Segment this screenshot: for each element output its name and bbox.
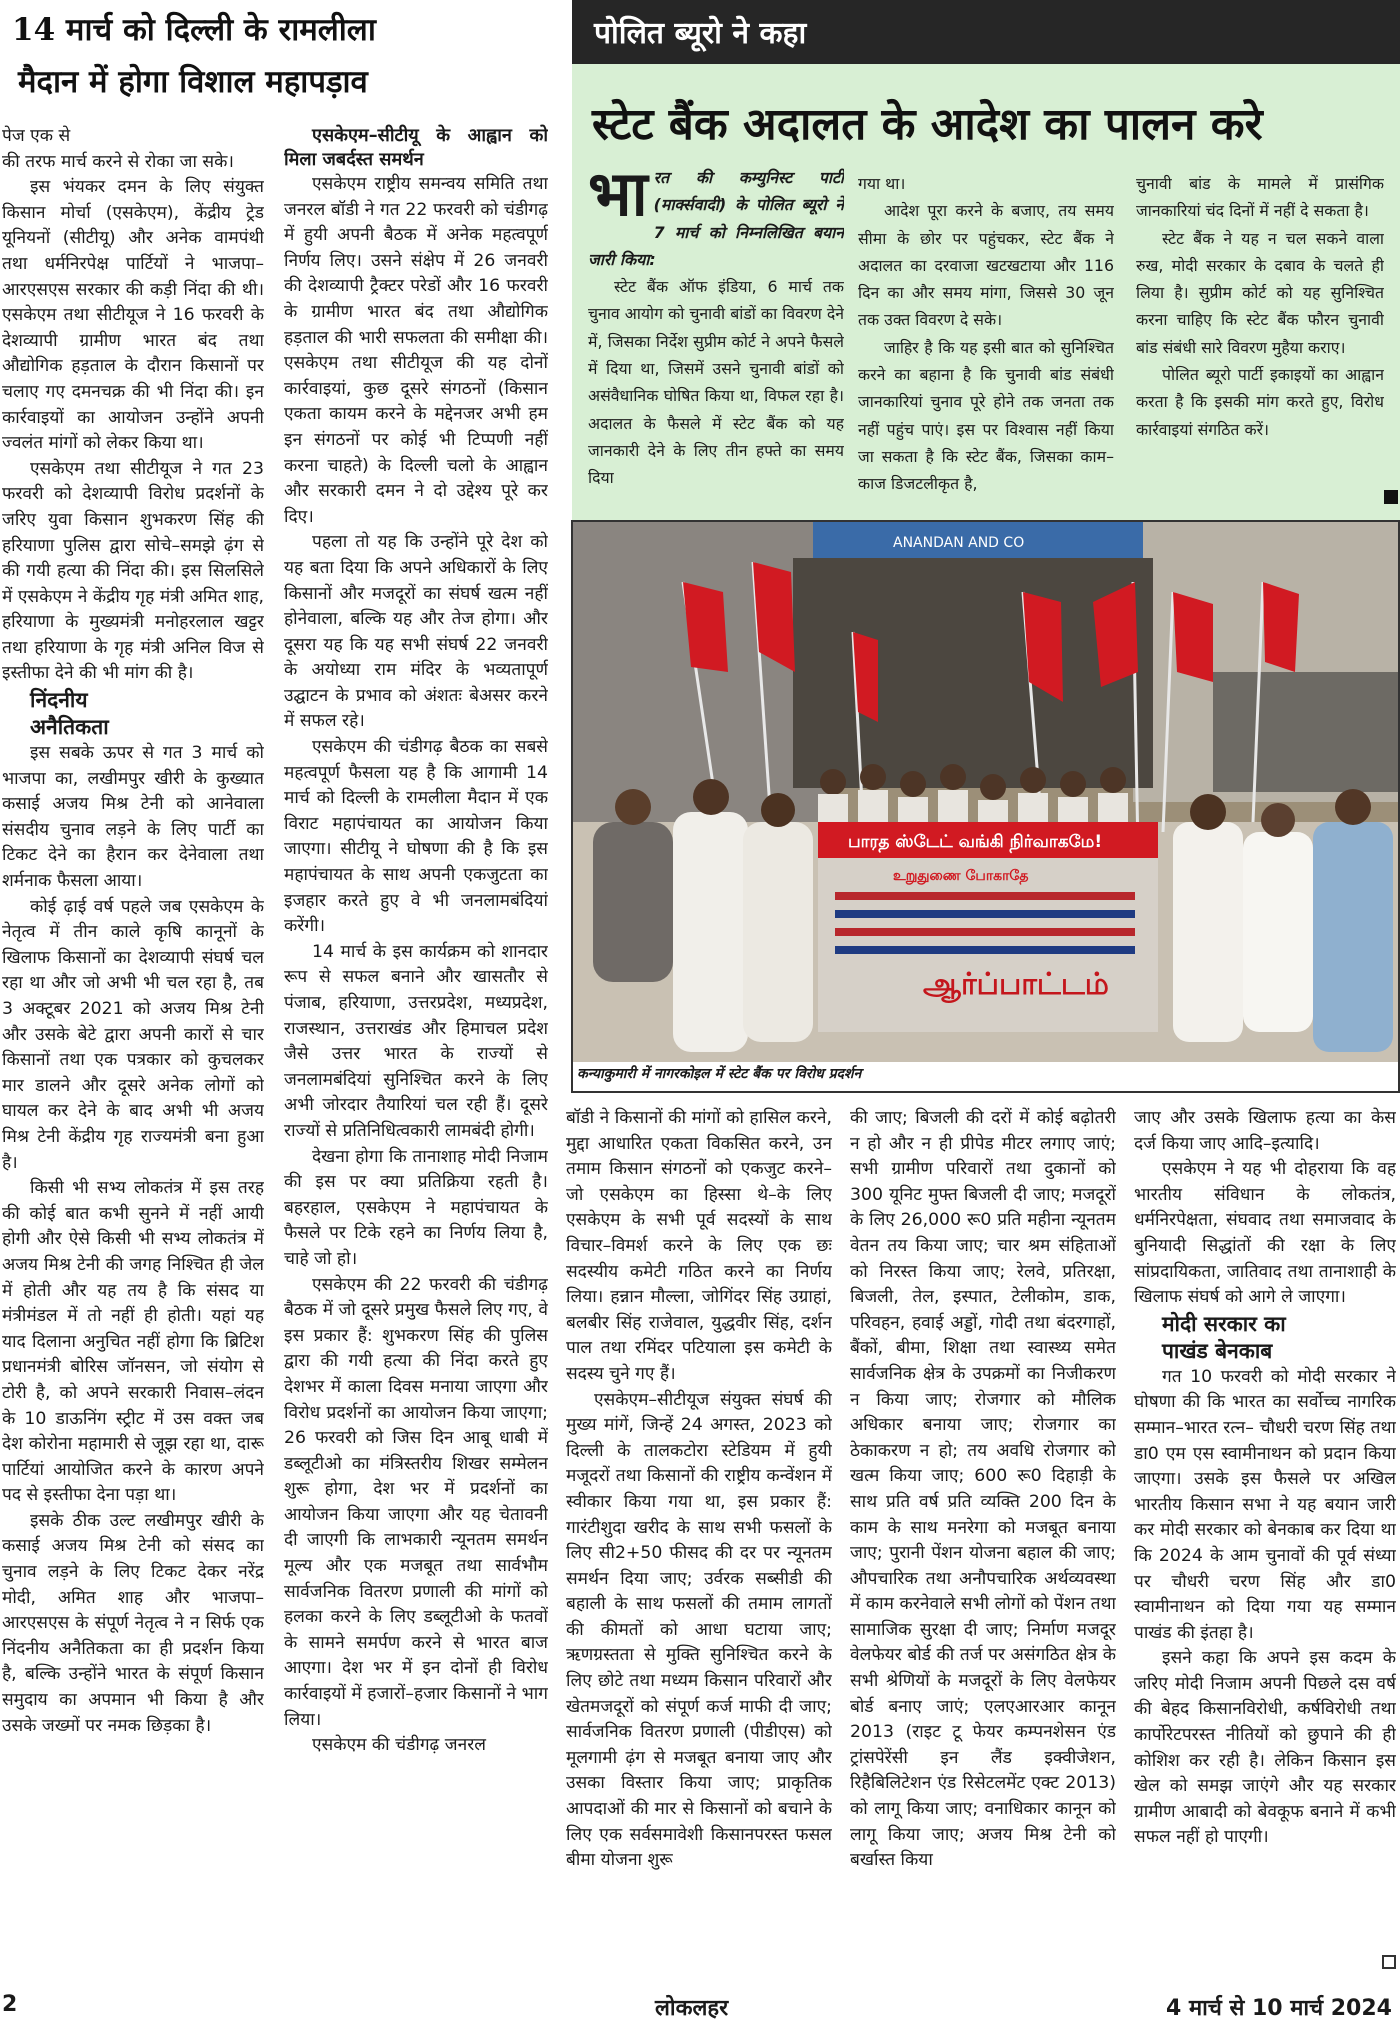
subheading: मोदी सरकार का bbox=[1162, 1311, 1286, 1336]
issue-date-range: 4 मार्च से 10 मार्च 2024 bbox=[1166, 1996, 1392, 2021]
paragraph: गया था। bbox=[858, 174, 906, 193]
left-headline bbox=[12, 4, 560, 108]
banner-big-text: ஆர்ப்பாட்டம் bbox=[923, 967, 1109, 1002]
box-column-1 bbox=[588, 164, 844, 516]
intro-paragraph bbox=[588, 164, 844, 273]
intro-text: रत की कम्युनिस्ट पार्टी (मार्क्सवादी) के पोलित ब्यूरो ने 7 मार्च को निम्नलिखित बयान जारी किया: bbox=[588, 168, 844, 269]
box-column-2 bbox=[858, 170, 1114, 516]
paragraph: गत 10 फरवरी को मोदी सरकार ने घोषणा की कि भारत का सर्वोच्च नागरिक सम्मान–भारत रत्न– चौधरी चरण सिंह तथा डा0 एम एस स्वामीनाथन को प्रदान किया जाएगा। उसके इस फैसले पर अखिल भारतीय किसान सभा ने यह बयान जारी कर मोदी सरकार को बेनकाब कर दिया था कि 2024 के आम चुनावों की पूर्व संध्या पर चौधरी चरण सिंह और डा0 स्वामीनाथन को दिया गया यह सम्मान पाखंड की इंतहा है। bbox=[1134, 1366, 1396, 1643]
paragraph: जाए और उसके खिलाफ हत्या का केस दर्ज किया जाए आदि–इत्यादि। bbox=[1134, 1108, 1396, 1154]
kicker-text: पोलित ब्यूरो ने कहा bbox=[594, 16, 807, 51]
box-column-3 bbox=[1136, 170, 1384, 516]
photo-frame bbox=[571, 520, 1400, 1093]
protest-photo bbox=[573, 522, 1398, 1062]
left-column-1 bbox=[2, 124, 264, 1984]
paragraph: इस सबके ऊपर से गत 3 मार्च को भाजपा का, लखीमपुर खीरी के कुख्यात कसाई अजय मिश्र टेनी को आनेवाला संसदीय चुनाव लड़ने के लिए पार्टी का टिकट देने का हैरान कर देनेवाला तथा शर्मनाक फैसला आया। bbox=[2, 743, 264, 892]
box-headline: स्टेट बैंक अदालत के आदेश का पालन करे bbox=[592, 99, 1263, 150]
paragraph: पहला तो यह कि उन्होंने पूरे देश को यह बता दिया कि अपने अधिकारों के लिए किसानों और मजदूरों का संघर्ष खत्म नहीं होनेवाला, बल्कि यह और तेज होगा। और दूसरा यह कि यह सभी संघर्ष 22 जनवरी के अयोध्या राम मंदिर के भव्यतापूर्ण उद्घाटन के प्रभाव को अंशतः बेअसर करने में सफल रहे। bbox=[284, 532, 548, 732]
paragraph: एसकेएम राष्ट्रीय समन्वय समिति तथा जनरल बॉडी ने गत 22 फरवरी को चंडीगढ़ में हुयी अपनी बैठक में अनेक महत्वपूर्ण निर्णय लिए। उसने संक्षेप में 26 जनवरी की देशव्यापी ट्रैक्टर परेडों और 16 फरवरी के ग्रामीण भारत बंद तथा औद्योगिक हड़ताल की भारी सफलता की समीक्षा की। एसकेएम तथा सीटीयूज की यह दोनों कार्रवाइयां, कुछ दूसरे संगठनों (किसान एकता कायम करने के मद्देनजर अभी हम इन संगठनों पर कोई भी टिप्पणी नहीं करना चाहते) के दिल्ली चलो के आह्वान और सरकारी दमन ने दो उद्देश्य पूरे कर दिए। bbox=[284, 174, 548, 527]
left-headline-line1: 14 मार्च को दिल्ली के रामलीला bbox=[12, 12, 376, 48]
story-end-mark bbox=[1382, 1955, 1396, 1969]
paragraph: देखना होगा कि तानाशाह मोदी निजाम की इस पर क्या प्रतिक्रिया रहती है। बहरहाल, एसकेएम ने महापंचायत के फैसले पर टिके रहने का निर्णय लिया है, चाहे जो हो। bbox=[284, 1146, 548, 1269]
shop-sign: ANANDAN AND CO bbox=[893, 535, 1025, 551]
banner-line2: உறுதுணை போகாதே bbox=[893, 868, 1029, 884]
paragraph: एसकेएम की चंडीगढ़ बैठक का सबसे महत्वपूर्ण फैसला यह है कि आगामी 14 मार्च को दिल्ली के रामलीला मैदान में एक विराट महापंचायत का आयोजन किया जाएगा। सीटीयू ने घोषणा की है कि इस महापंचायत के साथ अपनी एकजुटता का इजहार करते हुए वे भी जनलामबंदियां करेंगी। bbox=[284, 737, 548, 937]
paragraph: बॉडी ने किसानों की मांगों को हासिल करने, मुद्दा आधारित एकता विकसित करने, उन तमाम किसान संगठनों को एकजुट करने–जो एसकेएम का हिस्सा थे–के लिए एसकेएम के सभी पूर्व सदस्यों के साथ विचार–विमर्श करने के लिए एक छः सदस्यीय कमेटी गठित करने का निर्णय लिया। हन्नान मौल्ला, जोगिंदर सिंह उग्राहां, बलबीर सिंह राजेवाल, युद्धवीर सिंह, दर्शन पाल तथा रमिंदर पटियाला इस कमेटी के सदस्य चुने गए हैं। bbox=[566, 1108, 832, 1384]
paragraph: स्टेट बैंक ऑफ इंडिया, 6 मार्च तक चुनाव आयोग को चुनावी बांडों का विवरण देने में, जिसका निर्देश सुप्रीम कोर्ट ने अपने फैसले में दिया था, जिसमें उसने चुनावी बांडों को असंवैधानिक घोषित किया था, विफल रहा है। अदालत के फैसले में स्टेट बैंक को यह जानकारी देने के लिए तीन हफ्ते का समय दिया bbox=[588, 277, 844, 488]
page-number: 2 bbox=[2, 1992, 18, 2017]
publication-name: लोकलहर bbox=[655, 1996, 729, 2021]
left-column-3 bbox=[566, 1106, 832, 1986]
banner-line1: பாரத ஸ்டேட் வங்கி நிர்வாகமே! bbox=[848, 832, 1103, 852]
subheading: निंदनीय bbox=[30, 688, 88, 713]
paragraph: चुनावी बांड के मामले में प्रासंगिक जानकारियां चंद दिनों में नहीं दे सकता है। bbox=[1136, 174, 1384, 221]
paragraph: किसी भी सभ्य लोकतंत्र में इस तरह की कोई बात कभी सुनने में नहीं आयी होगी और ऐसे किसी भी सभ्य लोकतंत्र में अजय मिश्र टेनी की जगह निश्चित ही जेल में होती और यह तय है कि संसद या मंत्रीमंडल में तो नहीं ही होती। यहां यह याद दिलाना अनुचित नहीं होगा कि ब्रिटिश प्रधानमंत्री बोरिस जॉनसन, जो संयोग से टोरी है, को अपने सरकारी निवास–लंदन के 10 डाऊनिंग स्ट्रीट में उस वक्त जब देश कोरोना महामारी से जूझ रहा था, दारू पार्टियां आयोजित करने के कारण अपने पद से इस्तीफा देना पड़ा था। bbox=[2, 1178, 264, 1506]
paragraph: जाहिर है कि यह इसी बात को सुनिश्चित करने का बहाना है कि चुनावी बांड संबंधी जानकारियां चुनाव पूरे होने तक जनता तक नहीं पहुंच पाएं। इस पर विश्वास नहीं किया जा सकता है कि स्टेट बैंक, जिसका काम–काज डिजटलीकृत है, bbox=[858, 337, 1114, 494]
left-headline-line2: मैदान में होगा विशाल महापड़ाव bbox=[18, 64, 368, 100]
dropcap: भा bbox=[588, 164, 648, 230]
subheading: पाखंड बेनकाब bbox=[1162, 1338, 1273, 1363]
paragraph: कोई ढ़ाई वर्ष पहले जब एसकेएम के नेतृत्व में तीन काले कृषि कानूनों के खिलाफ किसानों का देशव्यापी संघर्ष चल रहा था और जो अभी भी चल रहा है, तब 3 अक्टूबर 2021 को अजय मिश्र टेनी और उसके बेटे द्वारा अपनी कारों से चार किसानों तथा एक पत्रकार को कुचलकर मार डालने और दूसरे अनेक लोगों को घायल कर देने के बाद अभी भी अजय मिश्र टेनी केंद्रीय गृह राज्यमंत्री बना हुआ है। bbox=[2, 896, 264, 1173]
paragraph: की तरफ मार्च करने से रोका जा सके। bbox=[2, 151, 234, 172]
left-column-2 bbox=[284, 124, 548, 1984]
paragraph: 14 मार्च के इस कार्यक्रम को शानदार रूप से सफल बनाने और खासतौर से पंजाब, हरियाणा, उत्तरप्रदेश, मध्यप्रदेश, राजस्थान, उत्तराखंड और हिमाचल प्रदेश जैसे उत्तर भारत के राज्यों से जनलामबंदियां सुनिश्चित करने के लिए अभी जोरदार तैयारियां चल रही हैं। दूसरे राज्यों से प्रतिनिधित्वकारी लामबंदी होगी। bbox=[284, 941, 548, 1141]
politburo-box bbox=[572, 0, 1400, 520]
left-column-4 bbox=[850, 1106, 1116, 1986]
paragraph: इसने कहा कि अपने इस कदम के जरिए मोदी निजाम अपनी पिछले दस वर्ष की बेहद किसानविरोधी, कर्षविरोधी तथा कार्पोरेटपरस्त नीतियों को छुपाने की ही कोशिश कर रही है। लेकिन किसान इस खेल को समझ जाएंगे और यह सरकार ग्रामीण आबादी को बेवकूफ बनाने में कभी सफल नहीं हो पाएगी। bbox=[1134, 1648, 1396, 1848]
paragraph: इसके ठीक उल्ट लखीमपुर खीरी के कसाई अजय मिश्र टेनी को संसद का चुनाव लड़ने के लिए टिकट देकर नरेंद्र मोदी, अमित शाह और भाजपा–आरएसएस के संपूर्ण नेतृत्व ने न सिर्फ एक निंदनीय अनैतिकता का ही प्रदर्शन किया है, बल्कि उन्होंने भारत के संपूर्ण किसान समुदाय का अपमान भी किया है और उसके जख्मों पर नमक छिड़का है। bbox=[2, 1510, 264, 1736]
paragraph: इस भंयकर दमन के लिए संयुक्त किसान मोर्चा (एसकेएम), केंद्रीय ट्रेड यूनियनों (सीटीयू) और अनेक वामपंथी तथा धर्मनिरपेक्ष पार्टियों ने भाजपा–आरएसएस सरकार की कड़ी निंदा की थी। एसकेएम तथा सीटीयूज ने 16 फरवरी के देशव्यापी ग्रामीण भारत बंद तथा औद्योगिक हड़ताल के दौरान किसानों पर चलाए गए दमनचक्र की भी निंदा की। इन कार्रवाइयों का आयोजन उन्होंने अपनी ज्वलंत मांगों को लेकर किया था। bbox=[2, 177, 264, 454]
continued-from: पेज एक से bbox=[2, 126, 71, 146]
subheading: अनैतिकता bbox=[30, 715, 109, 740]
kicker-bar bbox=[572, 0, 1400, 64]
paragraph: एसकेएम ने यह भी दोहराया कि वह भारतीय संविधान के लोकतंत्र, धर्मनिरपेक्षता, संघवाद तथा समाजवाद के बुनियादी सिद्धांतों की रक्षा के लिए सांप्रदायिकता, जातिवाद तथा तानाशाही के खिलाफ संघर्ष को आगे ले जाएगा। bbox=[1134, 1159, 1396, 1308]
paragraph: स्टेट बैंक ने यह न चल सकने वाला रुख, मोदी सरकार के दबाव के चलते ही लिया है। सुप्रीम कोर्ट को यह सुनिश्चित करना चाहिए कि स्टेट बैंक फौरन चुनावी बांड संबंधी सारे विवरण मुहैया कराए। bbox=[1136, 228, 1384, 357]
left-column-5 bbox=[1134, 1106, 1396, 1956]
paragraph: पोलित ब्यूरो पार्टी इकाइयों का आह्वान करता है कि इसकी मांग करते हुए, विरोध कार्रवाइयां संगठित करें। bbox=[1136, 365, 1384, 439]
paragraph: की जाए; बिजली की दरों में कोई बढ़ोतरी न हो और न ही प्रीपेड मीटर लगाए जाएं; सभी ग्रामीण परिवारों तथा दुकानों को 300 यूनिट मुफ्त बिजली दी जाए; मजदूरों के लिए 26,000 रू0 प्रति महीना न्यूनतम वेतन तय किया जाए; चार श्रम संहिताओं को निरस्त किया जाए; रेलवे, प्रतिरक्षा, बिजली, तेल, इस्पात, टेलीकोम, डाक, परिवहन, हवाई अड्डों, गोदी तथा बंदरगाहों, बैंकों, बीमा, शिक्षा तथा स्वास्थ्य समेत सार्वजनिक क्षेत्र के उपक्रमों का निजीकरण न किया जाए; रोजगार को मौलिक अधिकार बनाया जाए; रोजगार का ठेकाकरण न हो; तय अवधि रोजगार को खत्म किया जाए; 600 रू0 दिहाड़ी के साथ प्रति वर्ष प्रति व्यक्ति 200 दिन के काम के साथ मनरेगा को मजबूत बनाया जाए; पुरानी पेंशन योजना बहाल की जाए; औपचारिक तथा अनौपचारिक अर्थव्यवस्था में काम करनेवाले सभी लोगों को पेंशन तथा सामाजिक सुरक्षा दी जाए; निर्माण मजदूर वेलफेयर बोर्ड की तर्ज पर असंगठित क्षेत्र के सभी श्रेणियों के मजदूरों के लिए वेलफेयर बोर्ड बनाए जाएं; एलएआरआर कानून 2013 (राइट टू फेयर कम्पनशेसन एंड ट्रांसपेरेंसी इन लैंड इक्वीजेशन, रिहैबिलिटेशन एंड रिसेटलमेंट एक्ट 2013) को लागू किया जाए; वनाधिकार कानून को लागू किया जाए; अजय मिश्र टेनी को बर्खास्त किया bbox=[850, 1108, 1116, 1871]
subheading: एसकेएम–सीटीयू के आह्वान को मिला जबर्दस्त समर्थन bbox=[284, 125, 548, 170]
paragraph: एसकेएम तथा सीटीयूज ने गत 23 फरवरी को देशव्यापी विरोध प्रदर्शनों के जरिए युवा किसान शुभकरण सिंह की हरियाणा पुलिस द्वारा सोचे–समझे ढ़ंग से की गयी हत्या की निंदा की। इस सिलसिले में एसकेएम ने केंद्रीय गृह मंत्री अमित शाह, हरियाणा के मुख्यमंत्री मनोहरलाल खट्टर तथा हरियाणा के गृह मंत्री अनिल विज से इस्तीफा देने की भी मांग की है। bbox=[2, 458, 264, 684]
paragraph: आदेश पूरा करने के बजाए, तय समय सीमा के छोर पर पहुंचकर, स्टेट बैंक ने अदालत का दरवाजा खटखटाया और 116 दिन का और समय मांगा, जिससे 30 जून तक उक्त विवरण दे सके। bbox=[858, 201, 1114, 330]
paragraph: एसकेएम–सीटीयूज संयुक्त संघर्ष की मुख्य मांगें, जिन्हें 24 अगस्त, 2023 को दिल्ली के तालकटोरा स्टेडियम में हुयी मजूदरों तथा किसानों की राष्ट्रीय कन्वेंशन में स्वीकार किया गया था, इस प्रकार हैं: गारंटीशुदा खरीद के साथ सभी फसलों के लिए सी2+50 फीसद की दर पर न्यूनतम समर्थन दिया जाए; उर्वरक सब्सीडी की बहाली के साथ फसलों की तमाम लागतों की कीमतों को आधा घटाया जाए; ऋणग्रस्तता से मुक्ति सुनिश्चित करने के लिए छोटे तथा मध्यम किसान परिवारों और खेतमजदूरों को संपूर्ण कर्ज माफी दी जाए; सार्वजनिक वितरण प्रणाली (पीडीएस) को मूलगामी ढ़ंग से मजबूत बनाया जाए और उसका विस्तार किया जाए; प्राकृतिक आपदाओं की मार से किसानों को बचाने के लिए एक सर्वसमावेशी किसानपरस्त फसल बीमा योजना शुरू bbox=[566, 1389, 832, 1871]
paragraph: एसकेएम की चंडीगढ़ जनरल bbox=[312, 1735, 486, 1756]
photo-caption: कन्याकुमारी में नागरकोइल में स्टेट बैंक पर विरोध प्रदर्शन bbox=[577, 1066, 862, 1082]
protest-banner bbox=[818, 822, 1158, 1032]
paragraph: एसकेएम की 22 फरवरी की चंडीगढ़ बैठक में जो दूसरे प्रमुख फैसले लिए गए, वे इस प्रकार हैं: शुभकरण सिंह की पुलिस द्वारा की गयी हत्या की निंदा करते हुए देशभर में काला दिवस मनाया जाएगा और विरोध प्रदर्शनों का आयोजन किया जाएगा; 26 फरवरी को जिस दिन आबू धाबी में डब्लूटीओ का मंत्रिस्तरीय शिखर सम्मेलन शुरू होगा, देश भर में प्रदर्शनों का आयोजन किया जाएगा और यह चेतावनी दी जाएगी कि लाभकारी न्यूनतम समर्थन मूल्य और एक मजबूत तथा सार्वभौम सार्वजनिक वितरण प्रणाली की मांगों को हलका करने के लिए डब्लूटीओ के फतवों के सामने समर्पण करने से भारत बाज आएगा। देश भर में इन दोनों ही विरोध कार्रवाइयों में हजारों–हजार किसानों ने भाग लिया। bbox=[284, 1274, 548, 1730]
box-end-mark bbox=[1384, 490, 1398, 504]
